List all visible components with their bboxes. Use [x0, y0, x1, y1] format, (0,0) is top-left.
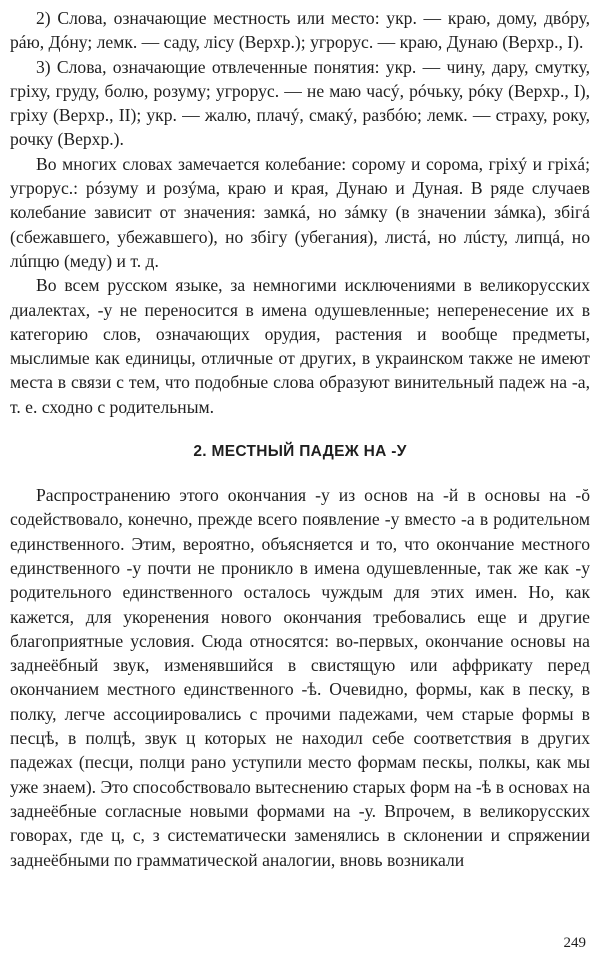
- paragraph-places: 2) Слова, означающие местность или место: укр. — краю, дому, двóру, рáю, Дóну; лемк. — саду, лісу (Верхр.); угрорус. — краю, Дунаю (Верхр., I).: [10, 8, 590, 53]
- page-text: [10, 6, 590, 872]
- paragraph-abstract-concepts: 3) Слова, означающие отвлеченные понятия: укр. — чину, дару, смутку, гріху, груду, болю, розуму; угрорус. — не маю часý, рóчьку, рóку (Верхр., I), гріху (Верхр., II); укр. — жалю, плачý, смакý, разбóю; лемк. — страху, року, рочку (Верхр.).: [10, 56, 590, 150]
- paragraph-variation: Во многих словах замечается колебание: сорому и сорома, гріхý и гріхá; угрорус.: рóзуму и розýма, краю и края, Дунаю и Дуная. В ряде случаев колебание зависит от значения: замкá, но зáмку (в значении зáмка), збігá (сбежавшего, убежавшего), но збігу (убегания), листá, но лúсту, липцá, но лúпцю (меду) и т. д.: [10, 153, 590, 271]
- paragraph-locative: Распространению этого окончания -у из основ на -й в основы на -ŏ содействовало, конечно, прежде всего появление -у вместо -а в родительном единственного. Этим, вероятно, объясняется и то, что окончание местного единственного -у почти не проникло в имена одушевленные, так же как -у родительного единственного осталось чуждым для этих имен. Но, как кажется, для укоренения нового окончания требовались еще и другие благоприятные условия. Сюда относятся: во-первых, окончание основы на заднеёбный звук, изменявшийся в свистящую или аффрикату перед окончанием местного единственного -ѣ. Очевидно, формы, как в песку, в полку, легче ассоциировались с прочими падежами, чем старые формы в песцѣ, в полцѣ, звук ц которых не находил себе соответствия в других падежах (песци, полци рано уступили место формам пескы, полкы, как мы уже знаем). Это способствовало вытеснению старых форм на -ѣ в основах на заднеёбные согласные новыми формами на -у. Впрочем, в великорусских говорах, где ц, с, з систематически заменялись в склонении и спряжении заднеёбными по грамматической аналогии, вновь возникали: [10, 485, 591, 870]
- section-heading: 2. МЕСТНЫЙ ПАДЕЖ НА -У: [193, 443, 407, 461]
- paragraph-animate-nouns: Во всем русском языке, за немногими исключениями в великорусских диалектах, -у не переносится в имена одушевленные; неперенесение их в категорию слов, означающих орудия, растения и вообще предметы, мыслимые как единицы, отличные от других, в украинском также не имеют места в связи с тем, что подобные слова образуют винительный падеж на -а, т. е. сходно с родительным.: [10, 275, 590, 417]
- page-number: 249: [563, 935, 586, 951]
